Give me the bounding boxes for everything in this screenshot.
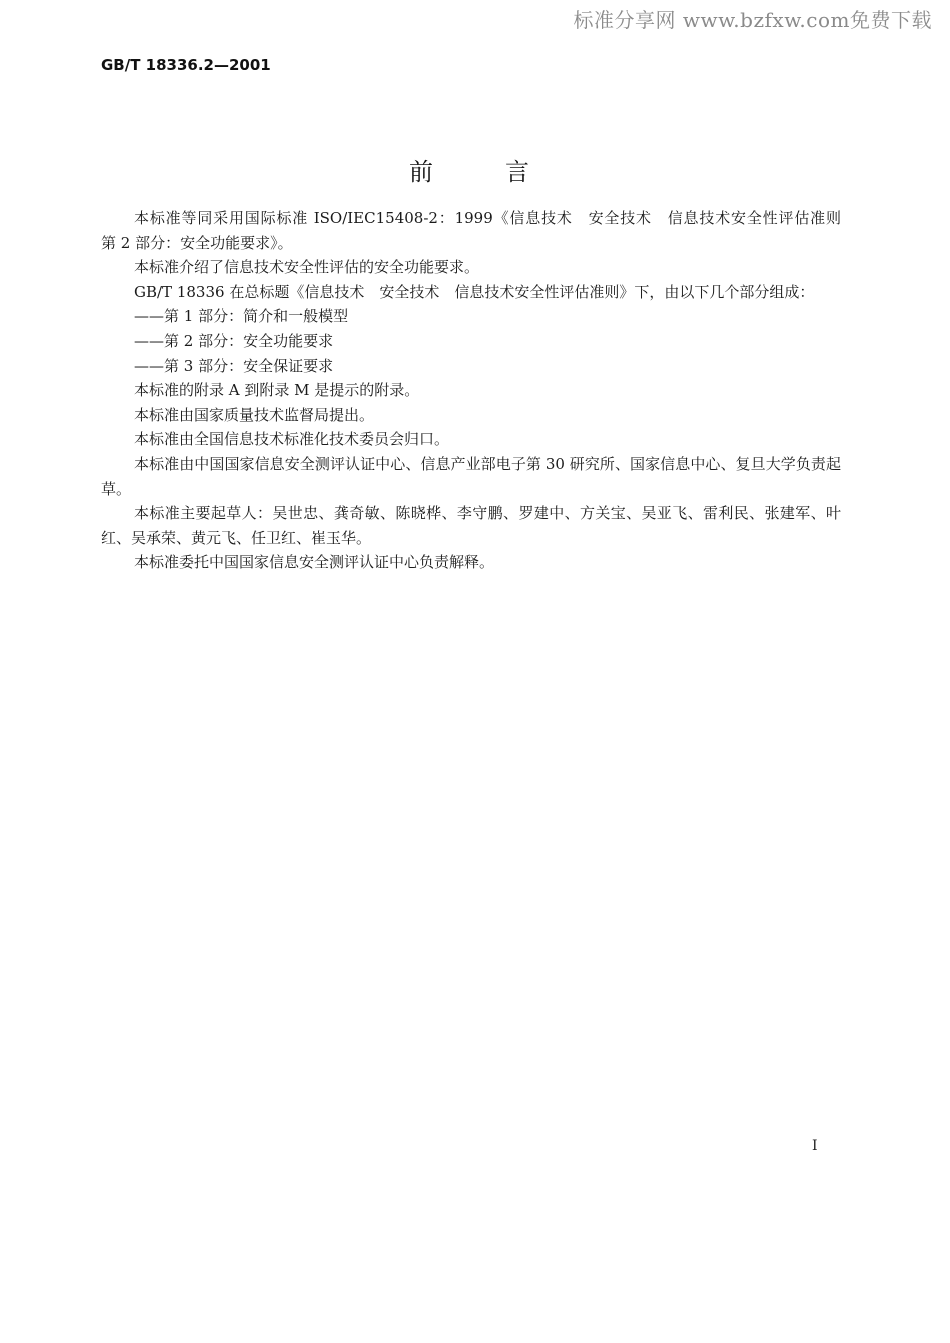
paragraph-drafting-units: 本标准由中国国家信息安全测评认证中心、信息产业部电子第 30 研究所、国家信息中心、复旦大学负责起草。 [101, 454, 841, 498]
list-item-part-3: ——第 3 部分：安全保证要求 [134, 356, 334, 375]
paragraph-committee: 本标准由全国信息技术标准化技术委员会归口。 [134, 430, 450, 449]
list-item-part-2: ——第 2 部分：安全功能要求 [134, 331, 334, 350]
paragraph-adoption: 本标准等同采用国际标准 ISO/IEC15408-2：1999《信息技术 安全技术 信息技术安全性评估准则 第 2 部分：安全功能要求》。 [101, 209, 857, 252]
list-item-part-1: ——第 1 部分：简介和一般模型 [134, 307, 349, 326]
paragraph-appendix: 本标准的附录 A 到附录 M 是提示的附录。 [134, 381, 420, 400]
paragraph-interpretation: 本标准委托中国国家信息安全测评认证中心负责解释。 [134, 553, 495, 572]
document-code: GB/T 18336.2—2001 [101, 56, 271, 74]
page-number: I [812, 1138, 818, 1154]
paragraph-proposer: 本标准由国家质量技术监督局提出。 [134, 405, 375, 424]
paragraph-introduction: 本标准介绍了信息技术安全性评估的安全功能要求。 [134, 258, 480, 277]
foreword-body [101, 206, 857, 575]
paragraph-parts-intro: GB/T 18336 在总标题《信息技术 安全技术 信息技术安全性评估准则》下，由以下几个部分组成： [134, 282, 815, 301]
paragraph-drafters: 本标准主要起草人：吴世忠、龚奇敏、陈晓桦、李守鹏、罗建中、方关宝、吴亚飞、雷利民、张建军、叶红、吴承荣、黄元飞、任卫红、崔玉华。 [101, 504, 841, 547]
page-title: 前言 [409, 158, 601, 186]
watermark-text: 标准分享网 www.bzfxw.com免费下载 [573, 8, 932, 32]
